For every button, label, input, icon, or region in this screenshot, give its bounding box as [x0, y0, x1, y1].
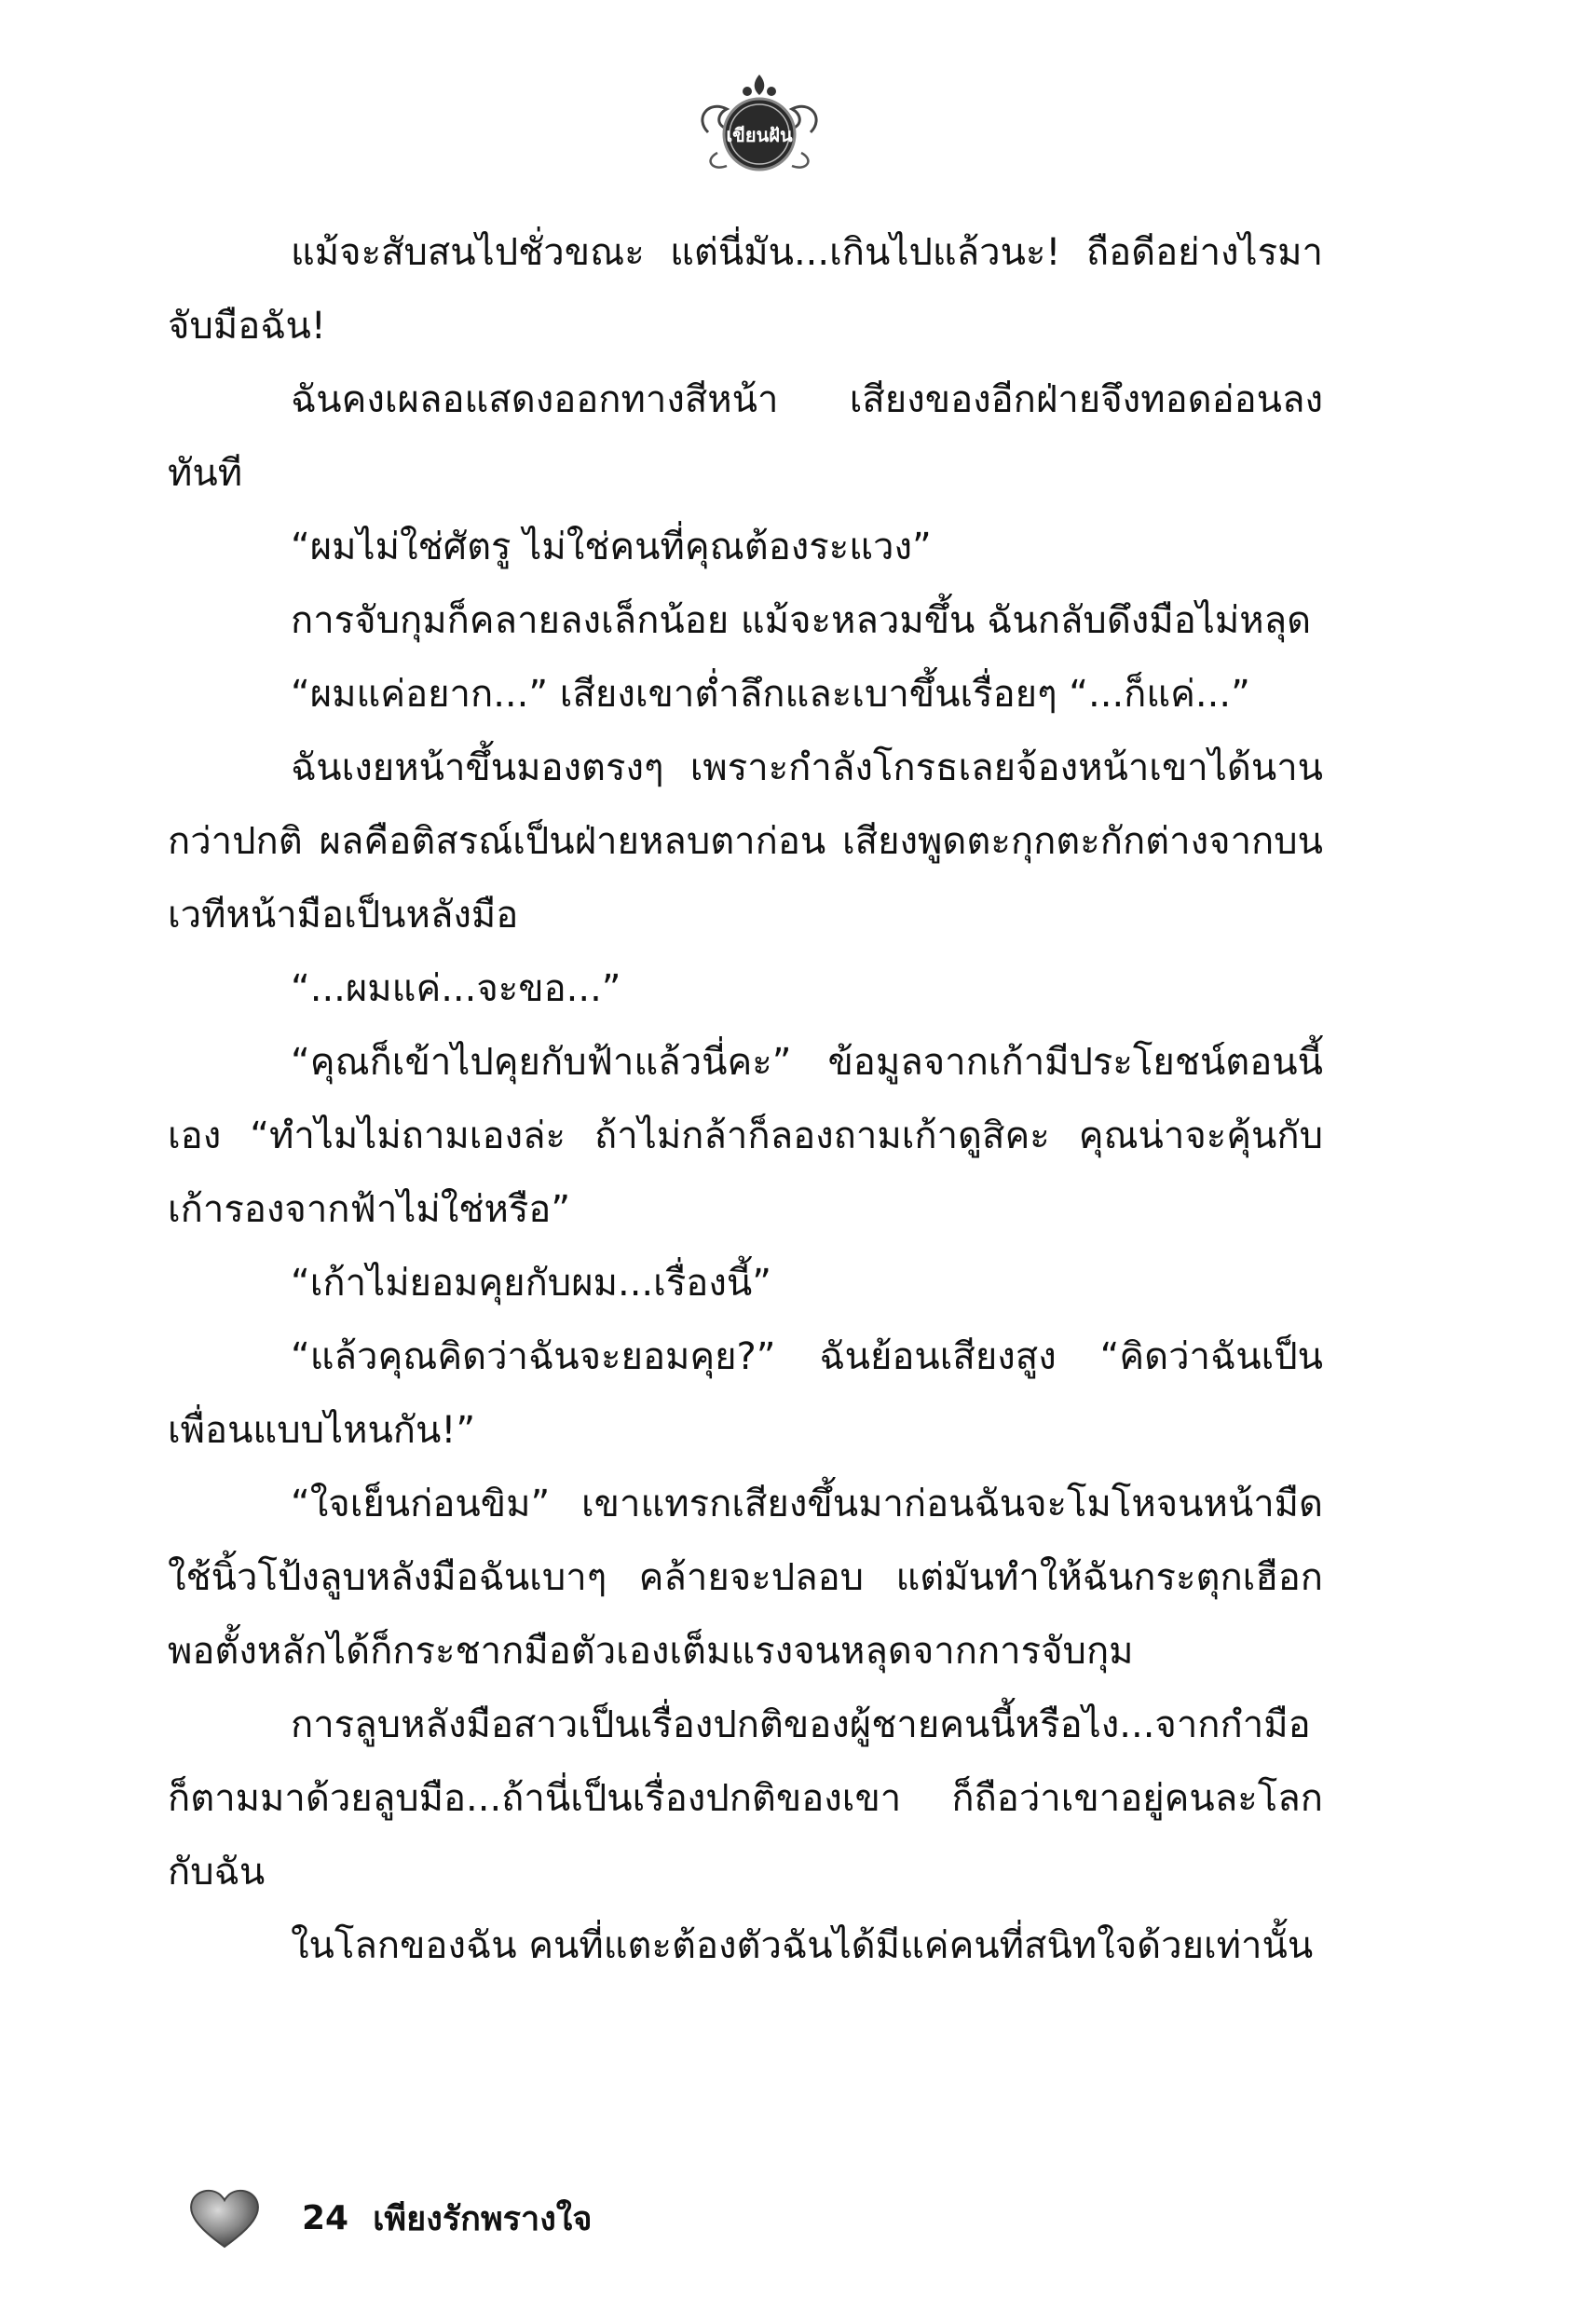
page-footer: [186, 2181, 592, 2255]
heart-icon: [186, 2185, 263, 2250]
paragraph: การจับกุมก็คลายลงเล็กน้อย แม้จะหลวมขึ้น ฉันกลับดึงมือไม่หลุด: [291, 599, 1312, 642]
book-title: เพียงรักพรางใจ: [373, 2199, 593, 2238]
paragraph: การลูบหลังมือสาวเป็นเรื่องปกติของผู้ชายคนนี้หรือไง...จากกำมือก็ตามมาด้วยลูบมือ...ถ้านี่เป็นเรื่องปกติของเขา ก็ถือว่าเขาอยู่คนละโลกกับฉัน: [168, 1703, 1323, 1894]
paragraph: ในโลกของฉัน คนที่แตะต้องตัวฉันได้มีแค่คนที่สนิทใจด้วยเท่านั้น: [291, 1924, 1314, 1967]
publisher-logo-text: เขียนฝัน: [726, 124, 793, 146]
paragraph: “ผมแค่อยาก...” เสียงเขาต่ำลึกและเบาขึ้นเรื่อยๆ “...ก็แค่...”: [291, 673, 1250, 716]
publisher-logo: [689, 67, 829, 179]
paragraph: “ผมไม่ใช่ศัตรู ไม่ใช่คนที่คุณต้องระแวง”: [291, 526, 932, 568]
paragraph: “เก้าไม่ยอมคุยกับผม...เรื่องนี้”: [291, 1262, 771, 1305]
paragraph: แม้จะสับสนไปชั่วขณะ แต่นี่มัน...เกินไปแล้วนะ! ถือดีอย่างไรมาจับมือฉัน!: [168, 231, 1323, 348]
publisher-logo-icon: [689, 67, 829, 179]
paragraph: “...ผมแค่...จะขอ...”: [291, 967, 621, 1010]
paragraph: ฉันเงยหน้าขึ้นมองตรงๆ เพราะกำลังโกรธเลยจ้องหน้าเขาได้นานกว่าปกติ ผลคือติสรณ์เป็นฝ่ายหลบตาก่อน เสียงพูดตะกุกตะกักต่างจากบนเวทีหน้ามือเป็นหลังมือ: [168, 746, 1323, 937]
paragraph: “ใจเย็นก่อนขิม” เขาแทรกเสียงขึ้นมาก่อนฉันจะโมโหจนหน้ามืด ใช้นิ้วโป้งลูบหลังมือฉันเบาๆ คล้ายจะปลอบ แต่มันทำให้ฉันกระตุกเฮือก พอตั้งหลักได้ก็กระชากมือตัวเองเต็มแรงจนหลุดจากการจับกุม: [168, 1483, 1323, 1673]
paragraph: ฉันคงเผลอแสดงออกทางสีหน้า เสียงของอีกฝ่ายจึงทอดอ่อนลงทันที: [168, 378, 1323, 495]
body-text: [168, 216, 1323, 1983]
page-number: 24: [302, 2198, 349, 2237]
paragraph: “คุณก็เข้าไปคุยกับฟ้าแล้วนี่คะ” ข้อมูลจากเก้ามีประโยชน์ตอนนี้เอง “ทำไมไม่ถามเองล่ะ ถ้าไม่กล้าก็ลองถามเก้าดูสิคะ คุณน่าจะคุ้นกับเก้ารองจากฟ้าไม่ใช่หรือ”: [168, 1041, 1323, 1231]
paragraph: “แล้วคุณคิดว่าฉันจะยอมคุย?” ฉันย้อนเสียงสูง “คิดว่าฉันเป็นเพื่อนแบบไหนกัน!”: [168, 1335, 1323, 1452]
